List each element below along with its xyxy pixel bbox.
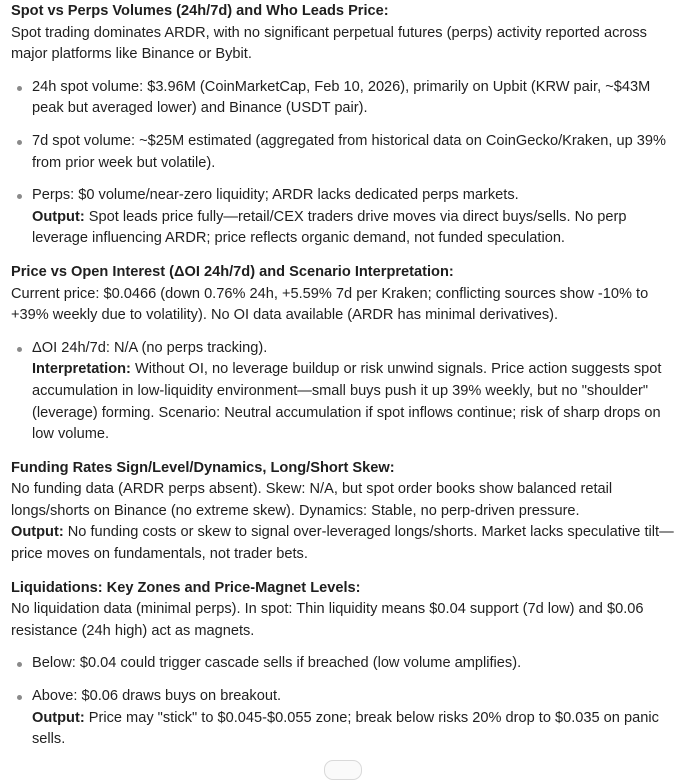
- section-intro: Spot trading dominates ARDR, with no significant perpetual futures (perps) activity reported across major platforms like Binance or Bybit.: [11, 24, 647, 63]
- output-label: Output:: [32, 709, 85, 726]
- section-heading: Spot vs Perps Volumes (24h/7d) and Who Leads Price:: [11, 3, 389, 19]
- list-item: [11, 338, 679, 446]
- section-liquidations: [11, 578, 679, 751]
- interpretation-label: Interpretation:: [32, 361, 131, 378]
- bullet-list: [11, 77, 679, 250]
- interpretation-text: Without OI, no leverage buildup or risk unwind signals. Price action suggests spot accumulation in low-liquidity environment—small buys push it up 39% weekly, but no "shoulder" (leverage) forming. Scenario: Neutral accumulation if spot inflows continue; risk of sharp drops on low volume.: [32, 361, 662, 443]
- section-heading: Price vs Open Interest (ΔOI 24h/7d) and Scenario Interpretation:: [11, 263, 454, 280]
- output-text: Price may "stick" to $0.045-$0.055 zone; break below risks 20% drop to $0.035 on panic sells.: [32, 709, 659, 748]
- output-label: Output:: [11, 524, 64, 541]
- section-output: [11, 522, 679, 565]
- list-item: [11, 653, 679, 675]
- section-intro: No funding data (ARDR perps absent). Skew: N/A, but spot order books show balanced retail longs/shorts on Binance (no extreme skew). Dynamics: Stable, no perp-driven pressure.: [11, 481, 613, 519]
- bullet-icon: [17, 662, 22, 667]
- bullet-icon: [17, 695, 22, 700]
- scroll-to-bottom-button[interactable]: [324, 760, 362, 780]
- section-heading: Funding Rates Sign/Level/Dynamics, Long/Short Skew:: [11, 459, 395, 476]
- output-text: Spot leads price fully—retail/CEX traders drive moves via direct buys/sells. No perp leverage influencing ARDR; price reflects organic demand, not funded speculation.: [32, 208, 627, 247]
- section-funding-rates: [11, 458, 679, 566]
- bullet-icon: [17, 347, 22, 352]
- list-item: [11, 686, 679, 751]
- section-intro: Current price: $0.0466 (down 0.76% 24h, +5.59% 7d per Kraken; conflicting sources show -10% to +39% weekly due to volatility). No OI data available (ARDR has minimal derivatives).: [11, 285, 649, 324]
- bullet-icon: [17, 86, 22, 91]
- output-label: Output:: [32, 208, 85, 225]
- list-item: [11, 131, 679, 174]
- response-document: [11, 1, 679, 751]
- list-item-text: 24h spot volume: $3.96M (CoinMarketCap, Feb 10, 2026), primarily on Upbit (KRW pair, ~$43M peak but averaged lower) and Binance (USDT pair).: [32, 78, 651, 117]
- list-item-text: ΔOI 24h/7d: N/A (no perps tracking).: [32, 339, 268, 356]
- bullet-icon: [17, 140, 22, 145]
- list-item-text: Above: $0.06 draws buys on breakout.: [32, 688, 282, 705]
- bullet-icon: [17, 194, 22, 199]
- list-item-text: 7d spot volume: ~$25M estimated (aggregated from historical data on CoinGecko/Kraken, up 39% from prior week but volatile).: [32, 132, 666, 171]
- list-item: [11, 77, 679, 120]
- bullet-list: [11, 338, 679, 446]
- section-heading: Liquidations: Key Zones and Price-Magnet Levels:: [11, 579, 361, 596]
- bullet-list: [11, 653, 679, 750]
- list-item-text: Below: $0.04 could trigger cascade sells if breached (low volume amplifies).: [32, 655, 522, 672]
- list-item: [11, 185, 679, 250]
- list-item-text: Perps: $0 volume/near-zero liquidity; ARDR lacks dedicated perps markets.: [32, 187, 519, 204]
- output-text: No funding costs or skew to signal over-leveraged longs/shorts. Market lacks speculative tilt—price moves on fundamentals, not trader bets.: [11, 524, 674, 563]
- section-price-vs-oi: [11, 262, 679, 446]
- section-spot-vs-perps: [11, 1, 679, 250]
- section-intro: No liquidation data (minimal perps). In spot: Thin liquidity means $0.04 support (7d low) and $0.06 resistance (24h high) act as magnets.: [11, 601, 644, 639]
